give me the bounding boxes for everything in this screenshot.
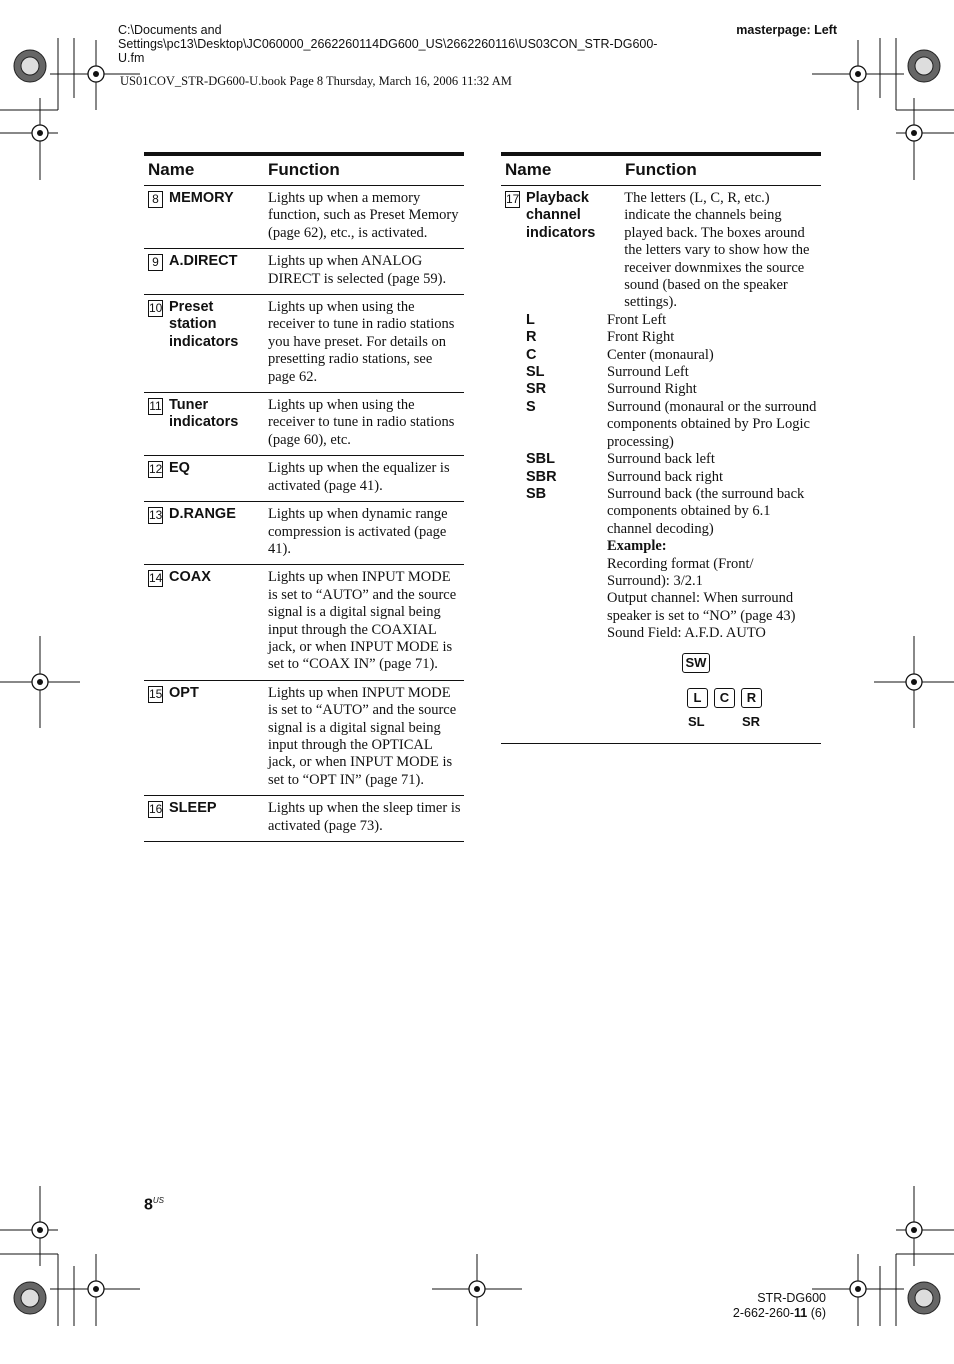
table-row <box>144 186 464 249</box>
indicator-function: Lights up when the sleep timer is activated (page 73). <box>264 796 464 842</box>
indicator-label-sl: SL <box>688 713 705 729</box>
file-path-line: U.fm <box>118 51 145 65</box>
item-number: 16 <box>149 802 163 817</box>
indicator-name: D.RANGE <box>169 506 236 523</box>
channel-desc: Surround back left <box>607 451 715 468</box>
table-row <box>144 456 464 502</box>
channel-list <box>505 312 819 643</box>
indicator-function: Lights up when using the receiver to tune in radio stations (page 60), etc. <box>264 393 464 456</box>
indicator-name: Tuner indicators <box>169 397 239 431</box>
channel-abbr: SBR <box>526 468 557 485</box>
part-number-prefix: 2-662-260- <box>732 1306 795 1320</box>
table-row <box>144 680 464 795</box>
item-number: 9 <box>148 254 163 271</box>
indicator-name: A.DIRECT <box>169 253 238 270</box>
indicator-name: Playback channel indicators <box>526 190 596 241</box>
file-path-line: C:\Documents and <box>118 23 222 37</box>
channel-abbr: C <box>526 346 537 363</box>
example-label: Example: <box>607 538 667 555</box>
indicator-box-sw: SW <box>682 653 710 673</box>
item-number: 13 <box>149 508 163 523</box>
item-number: 12 <box>149 462 163 477</box>
indicator-function: Lights up when the equalizer is activated (page 41). <box>264 456 464 502</box>
column-header-name: Name <box>144 154 264 186</box>
indicator-box-r: R <box>741 688 762 708</box>
footer <box>733 1291 826 1321</box>
indicator-label-sr: SR <box>742 713 761 729</box>
column-header-function: Function <box>264 154 464 186</box>
indicator-function: Lights up when INPUT MODE is set to “AUTO” and the source signal is a digital signal being input through the OPTICAL jack, or when INPUT MODE is set to “OPT IN” (page 71). <box>264 680 464 795</box>
channel-abbr: R <box>526 329 537 346</box>
indicator-function: Lights up when INPUT MODE is set to “AUTO” and the source signal is a digital signal being input through the COAXIAL jack, or when INPUT MODE is set to “COAX IN” (page 71). <box>264 565 464 680</box>
indicator-name: OPT <box>169 684 199 701</box>
page-number <box>144 1196 164 1214</box>
column-header-function: Function <box>621 154 821 186</box>
part-number-suffix: (6) <box>807 1306 826 1320</box>
page-number-suffix: US <box>152 1196 165 1205</box>
channel-desc: Surround back (the surround back components obtained by 6.1 channel decoding) <box>607 485 805 537</box>
channel-desc: Surround Right <box>607 381 697 398</box>
indicator-function: The letters (L, C, R, etc.) indicate the channels being played back. The boxes around the letters vary to show how the receiver downmixes the source sound (based on the speaker settings). <box>624 190 810 311</box>
table-row <box>501 186 821 744</box>
table-row <box>144 502 464 565</box>
item-number: 15 <box>149 686 163 701</box>
channel-abbr: L <box>526 311 535 328</box>
part-number-bold: 11 <box>794 1306 808 1320</box>
channel-abbr: S <box>526 398 536 415</box>
indicator-name: SLEEP <box>169 800 217 817</box>
item-number: 11 <box>149 399 162 414</box>
left-function-table <box>144 152 464 842</box>
table-row <box>144 565 464 680</box>
channel-desc: Surround (monaural or the surround components obtained by Pro Logic processing) <box>607 398 817 450</box>
channel-desc: Center (monaural) <box>607 346 714 363</box>
item-number: 8 <box>148 191 163 208</box>
indicator-name: MEMORY <box>169 190 234 206</box>
table-row <box>144 796 464 842</box>
channel-desc: Surround back right <box>607 468 723 485</box>
channel-abbr: SR <box>526 381 547 398</box>
file-path-line: Settings\pc13\Desktop\JC060000_2662260114DG600_US\2662260116\US03CON_STR-DG600- <box>118 37 658 51</box>
column-header-name: Name <box>501 154 621 186</box>
book-info: US01COV_STR-DG600-U.book Page 8 Thursday, March 16, 2006 11:32 AM <box>120 74 512 88</box>
part-number <box>733 1306 826 1321</box>
channel-desc: Front Left <box>607 311 667 328</box>
masterpage-label: masterpage: Left <box>736 23 837 37</box>
table-row <box>144 249 464 295</box>
indicator-box-l: L <box>687 688 708 708</box>
indicator-function: Lights up when ANALOG DIRECT is selected (page 59). <box>264 249 464 295</box>
table-row <box>144 295 464 393</box>
item-number: 17 <box>506 192 520 206</box>
item-number: 10 <box>149 301 163 316</box>
table-row <box>144 393 464 456</box>
item-number: 14 <box>149 571 163 586</box>
example-line: Recording format (Front/ Surround): 3/2.1 <box>607 555 754 589</box>
indicator-box-c: C <box>714 688 735 708</box>
channel-abbr: SBL <box>526 451 555 468</box>
example-line: Output channel: When surround speaker is set to “NO” (page 43) <box>607 590 796 624</box>
channel-desc: Surround Left <box>607 364 689 381</box>
indicator-function: Lights up when using the receiver to tune in radio stations you have preset. For details on presetting radio stations, see page 62. <box>264 295 464 393</box>
file-path <box>118 23 718 65</box>
channel-abbr: SB <box>526 485 547 502</box>
indicator-function: Lights up when a memory function, such as Preset Memory (page 62), etc., is activated. <box>264 186 464 249</box>
channel-desc: Front Right <box>607 329 675 346</box>
example-line: Sound Field: A.F.D. AUTO <box>607 625 766 642</box>
indicator-name: COAX <box>169 569 211 586</box>
indicator-function: Lights up when dynamic range compression is activated (page 41). <box>264 502 464 565</box>
playback-indicator-display <box>505 653 819 733</box>
page-number-value: 8 <box>144 1196 153 1214</box>
indicator-name: EQ <box>169 460 190 477</box>
model-number: STR-DG600 <box>757 1291 826 1305</box>
channel-abbr: SL <box>526 364 545 381</box>
right-function-table <box>501 152 821 744</box>
indicator-name: Preset station indicators <box>169 299 239 350</box>
